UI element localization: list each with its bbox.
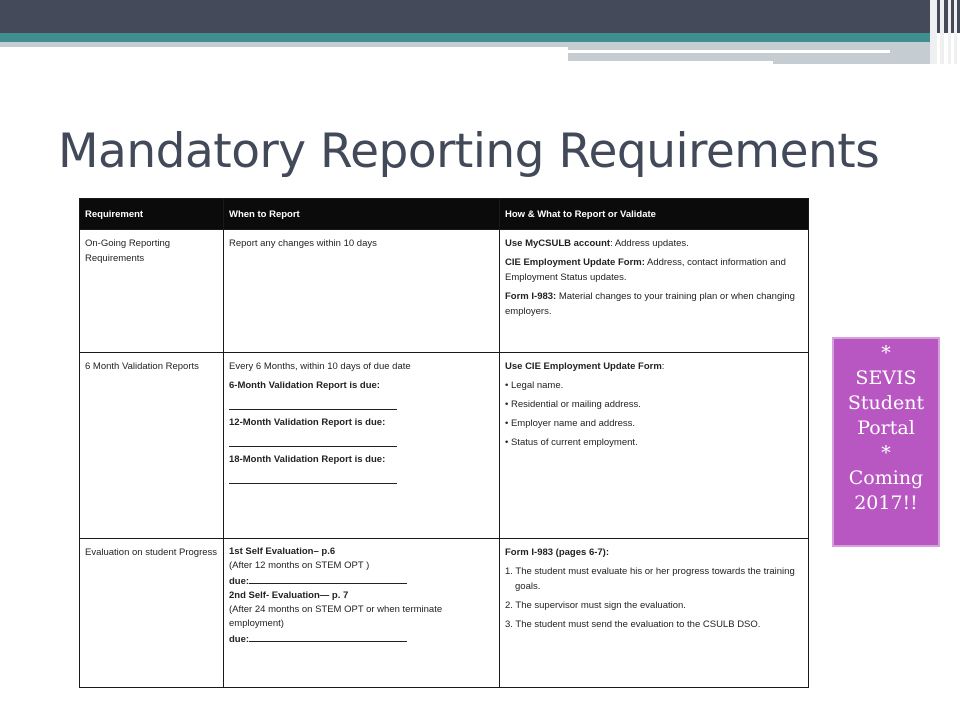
when-cell xyxy=(224,230,500,353)
due-line-label: 6-Month Validation Report is due: xyxy=(229,380,380,391)
step-item: 2. The supervisor must sign the evaluation. xyxy=(505,600,686,611)
step-item: 3. The student must send the evaluation to the CSULB DSO. xyxy=(505,619,761,630)
eval1-title: 1st Self Evaluation– p.6 xyxy=(229,546,336,557)
requirement-label: Evaluation on student Progress xyxy=(85,547,218,558)
requirements-table xyxy=(79,198,809,688)
requirement-label: On-Going Reporting Requirements xyxy=(85,238,171,264)
step-item: 1. The student must evaluate his or her progress towards the training goals. xyxy=(505,566,795,592)
how-item xyxy=(505,236,803,251)
how-item-label: Use MyCSULB account xyxy=(505,238,611,249)
eval2-note: (After 24 months on STEM OPT or when terminate employment) xyxy=(229,604,443,629)
column-header-how: How & What to Report or Validate xyxy=(500,199,809,230)
how-cell xyxy=(500,230,809,353)
due-date-blank xyxy=(229,434,397,447)
due-date-blank xyxy=(229,397,397,410)
when-cell xyxy=(224,539,500,688)
table-header-row xyxy=(80,199,809,230)
sevis-portal-callout xyxy=(832,337,940,547)
how-title: Form I-983 (pages 6-7): xyxy=(505,547,609,558)
how-intro xyxy=(505,359,803,374)
due-label: due: xyxy=(229,634,250,645)
header-band-dark xyxy=(0,0,960,33)
callout-line: SEVIS xyxy=(855,367,917,389)
header-band-highlight xyxy=(568,50,890,53)
header-corner-stripe xyxy=(948,0,951,64)
bullet-item: • Residential or mailing address. xyxy=(505,399,641,410)
eval2-due xyxy=(229,631,494,647)
how-intro-label: Use CIE Employment Update Form xyxy=(505,361,662,372)
table-row xyxy=(80,539,809,688)
table-row xyxy=(80,353,809,539)
callout-line: * xyxy=(881,342,891,364)
how-item-text: Material changes to your training plan or when changing employers. xyxy=(505,291,795,317)
how-item-label: Form I-983: xyxy=(505,291,557,302)
callout-line: 2017!! xyxy=(854,492,918,514)
requirement-cell xyxy=(80,230,224,353)
how-item xyxy=(505,289,803,319)
callout-line: Student xyxy=(847,392,925,414)
due-date-blank xyxy=(249,573,407,584)
how-cell xyxy=(500,539,809,688)
how-cell xyxy=(500,353,809,539)
slide-title: Mandatory Reporting Requirements xyxy=(58,124,880,179)
how-intro-tail: : xyxy=(661,361,665,372)
callout-line: * xyxy=(881,442,891,464)
eval1-due xyxy=(229,573,494,589)
how-item-label: CIE Employment Update Form: xyxy=(505,257,645,268)
when-cell xyxy=(224,353,500,539)
requirement-cell xyxy=(80,353,224,539)
callout-line: Portal xyxy=(857,417,915,439)
how-item-text: Address, contact information and Employment Status updates. xyxy=(505,257,786,283)
header-corner-stripe xyxy=(954,0,957,64)
how-item xyxy=(505,255,803,285)
bullet-item: • Legal name. xyxy=(505,380,564,391)
bullet-item: • Employer name and address. xyxy=(505,418,636,429)
when-text: Every 6 Months, within 10 days of due date xyxy=(229,361,411,372)
bullet-item: • Status of current employment. xyxy=(505,437,638,448)
due-line-label: 18-Month Validation Report is due: xyxy=(229,454,386,465)
due-date-blank xyxy=(229,471,397,484)
eval1-note: (After 12 months on STEM OPT ) xyxy=(229,560,370,571)
eval2-title: 2nd Self- Evaluation— p. 7 xyxy=(229,590,349,601)
due-date-blank xyxy=(249,631,407,642)
column-header-requirement: Requirement xyxy=(80,199,224,230)
column-header-when: When to Report xyxy=(224,199,500,230)
requirement-cell xyxy=(80,539,224,688)
when-text: Report any changes within 10 days xyxy=(229,238,377,249)
due-line-label: 12-Month Validation Report is due: xyxy=(229,417,386,428)
due-label: due: xyxy=(229,576,250,587)
header-band-step-lower xyxy=(773,61,930,64)
header-band-teal xyxy=(0,33,930,42)
callout-line: Coming xyxy=(848,467,924,489)
header-corner-stripe xyxy=(930,0,937,64)
how-item-text: : Address updates. xyxy=(610,238,689,249)
requirement-label: 6 Month Validation Reports xyxy=(85,361,199,372)
table-row xyxy=(80,230,809,353)
header-corner-stripe xyxy=(940,0,944,64)
